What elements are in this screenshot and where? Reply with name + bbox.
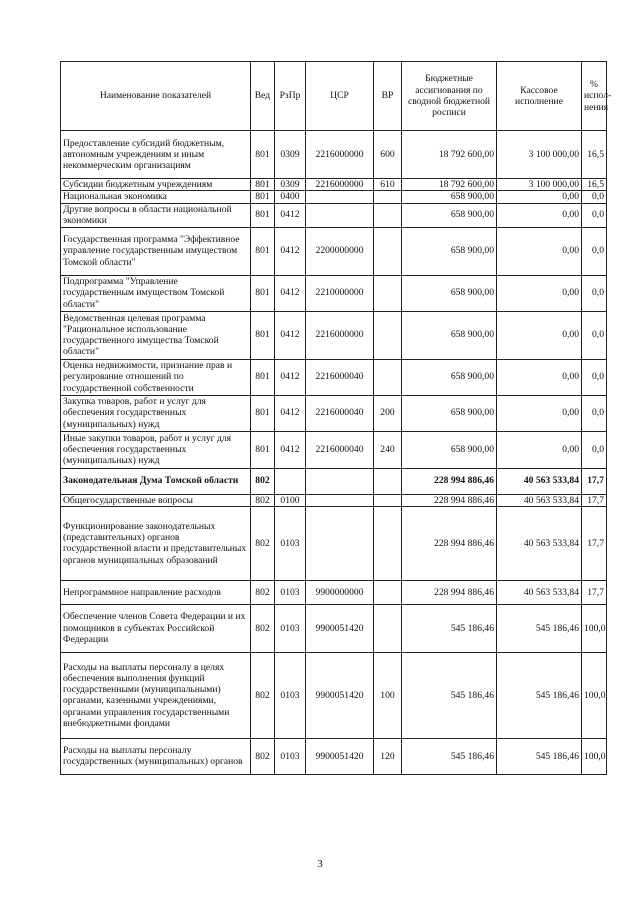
row-ved: 801 [251, 311, 275, 359]
row-pct: 100,0 [582, 604, 607, 652]
row-budget: 545 186,46 [402, 604, 497, 652]
row-ved: 801 [251, 359, 275, 395]
row-name: Национальная экономика [61, 191, 251, 203]
table-row [61, 311, 607, 359]
row-budget: 228 994 886,46 [402, 506, 497, 580]
row-ved: 801 [251, 191, 275, 203]
row-pct: 100,0 [582, 738, 607, 774]
row-budget: 18 792 600,00 [402, 179, 497, 191]
row-cash: 3 100 000,00 [497, 131, 582, 179]
row-ved: 802 [251, 506, 275, 580]
row-rzpr: 0400 [275, 191, 306, 203]
row-ved: 802 [251, 468, 275, 494]
row-csr: 2216000040 [306, 359, 374, 395]
row-csr: 9900000000 [306, 580, 374, 604]
row-name: Ведомственная целевая программа "Рациональное использование государственного имущества Томской области" [61, 311, 251, 359]
header-budget: Бюджетные ассигнования по сводной бюджетной росписи [402, 62, 497, 131]
row-rzpr: 0103 [275, 652, 306, 738]
row-vr [374, 359, 402, 395]
row-vr [374, 203, 402, 227]
row-budget: 658 900,00 [402, 275, 497, 311]
row-vr: 600 [374, 131, 402, 179]
header-name: Наименование показателей [61, 62, 251, 131]
row-vr [374, 494, 402, 506]
row-name: Оценка недвижимости, признание прав и регулирование отношений по государственной собственности [61, 359, 251, 395]
row-csr: 2216000040 [306, 395, 374, 431]
row-cash: 545 186,46 [497, 738, 582, 774]
row-pct: 0,0 [582, 191, 607, 203]
row-ved: 801 [251, 131, 275, 179]
row-cash: 0,00 [497, 431, 582, 468]
table-row [61, 468, 607, 494]
row-rzpr: 0103 [275, 506, 306, 580]
row-cash: 40 563 533,84 [497, 580, 582, 604]
row-cash: 545 186,46 [497, 604, 582, 652]
row-pct: 0,0 [582, 203, 607, 227]
row-budget: 658 900,00 [402, 359, 497, 395]
row-vr: 120 [374, 738, 402, 774]
row-budget: 658 900,00 [402, 395, 497, 431]
row-csr: 2216000000 [306, 179, 374, 191]
row-ved: 801 [251, 275, 275, 311]
row-pct: 0,0 [582, 311, 607, 359]
table-row [61, 395, 607, 431]
row-name: Закупка товаров, работ и услуг для обеспечения государственных (муниципальных) нужд [61, 395, 251, 431]
row-rzpr: 0412 [275, 359, 306, 395]
row-csr: 2216000040 [306, 431, 374, 468]
row-csr: 2200000000 [306, 227, 374, 275]
page-number: 3 [317, 858, 323, 870]
row-vr [374, 468, 402, 494]
row-budget: 228 994 886,46 [402, 468, 497, 494]
row-name: Расходы на выплаты персоналу в целях обеспечения выполнения функций государственными (муниципальными) органами, казенными учреждениями, органами управления государственными внебюджетными фондами [61, 652, 251, 738]
row-budget: 228 994 886,46 [402, 580, 497, 604]
row-name: Обеспечение членов Совета Федерации и их помощников в субъектах Российской Федерации [61, 604, 251, 652]
row-cash: 40 563 533,84 [497, 468, 582, 494]
table-row [61, 580, 607, 604]
header-cash: Кассовое исполнение [497, 62, 582, 131]
row-budget: 18 792 600,00 [402, 131, 497, 179]
row-csr: 2216000000 [306, 131, 374, 179]
row-ved: 801 [251, 203, 275, 227]
row-rzpr: 0309 [275, 179, 306, 191]
row-pct: 17,7 [582, 580, 607, 604]
row-name: Субсидии бюджетным учреждениям [61, 179, 251, 191]
table-row [61, 275, 607, 311]
row-rzpr: 0412 [275, 275, 306, 311]
row-csr [306, 191, 374, 203]
row-ved: 801 [251, 395, 275, 431]
row-budget: 545 186,46 [402, 738, 497, 774]
row-cash: 0,00 [497, 203, 582, 227]
row-name: Подпрограмма "Управление государственным имуществом Томской области" [61, 275, 251, 311]
row-ved: 802 [251, 738, 275, 774]
header-row [61, 62, 607, 131]
row-ved: 801 [251, 179, 275, 191]
table-row [61, 191, 607, 203]
row-rzpr: 0103 [275, 604, 306, 652]
row-cash: 545 186,46 [497, 652, 582, 738]
table-row [61, 431, 607, 468]
table-row [61, 179, 607, 191]
budget-table [60, 61, 612, 775]
row-csr: 2216000000 [306, 311, 374, 359]
row-pct: 17,7 [582, 468, 607, 494]
row-pct: 16,5 [582, 131, 607, 179]
row-vr: 200 [374, 395, 402, 431]
row-rzpr [275, 468, 306, 494]
row-budget: 658 900,00 [402, 203, 497, 227]
row-ved: 802 [251, 494, 275, 506]
row-cash: 0,00 [497, 395, 582, 431]
row-csr [306, 203, 374, 227]
row-rzpr: 0309 [275, 131, 306, 179]
row-vr: 240 [374, 431, 402, 468]
row-ved: 802 [251, 652, 275, 738]
row-ved: 801 [251, 227, 275, 275]
row-name: Общегосударственные вопросы [61, 494, 251, 506]
row-vr [374, 191, 402, 203]
row-budget: 228 994 886,46 [402, 494, 497, 506]
table-row [61, 604, 607, 652]
row-pct: 0,0 [582, 275, 607, 311]
row-pct: 0,0 [582, 227, 607, 275]
row-csr: 9900051420 [306, 652, 374, 738]
row-pct: 0,0 [582, 395, 607, 431]
header-rzpr: РзПр [275, 62, 306, 131]
row-name: Непрограммное направление расходов [61, 580, 251, 604]
row-pct: 16,5 [582, 179, 607, 191]
row-name: Законодательная Дума Томской области [61, 468, 251, 494]
row-budget: 658 900,00 [402, 431, 497, 468]
row-csr: 2210000000 [306, 275, 374, 311]
row-csr: 9900051420 [306, 604, 374, 652]
table-row [61, 738, 607, 774]
table-body [61, 131, 607, 775]
row-rzpr: 0412 [275, 431, 306, 468]
row-csr [306, 506, 374, 580]
table-row [61, 227, 607, 275]
row-vr [374, 275, 402, 311]
row-rzpr: 0412 [275, 311, 306, 359]
row-cash: 0,00 [497, 311, 582, 359]
row-budget: 658 900,00 [402, 311, 497, 359]
row-pct: 17,7 [582, 506, 607, 580]
row-rzpr: 0103 [275, 738, 306, 774]
table-row [61, 494, 607, 506]
row-ved: 802 [251, 604, 275, 652]
row-cash: 0,00 [497, 275, 582, 311]
row-vr [374, 604, 402, 652]
row-pct: 0,0 [582, 359, 607, 395]
row-name: Предоставление субсидий бюджетным, автономным учреждениям и иным некоммерческим организациям [61, 131, 251, 179]
row-ved: 801 [251, 431, 275, 468]
row-name: Расходы на выплаты персоналу государственных (муниципальных) органов [61, 738, 251, 774]
row-rzpr: 0412 [275, 395, 306, 431]
row-rzpr: 0412 [275, 203, 306, 227]
row-pct: 17,7 [582, 494, 607, 506]
row-csr [306, 494, 374, 506]
row-vr [374, 311, 402, 359]
row-name: Государственная программа "Эффективное управление государственным имуществом Томской области" [61, 227, 251, 275]
row-name: Иные закупки товаров, работ и услуг для обеспечения государственных (муниципальных) нужд [61, 431, 251, 468]
row-cash: 0,00 [497, 191, 582, 203]
row-rzpr: 0412 [275, 227, 306, 275]
row-cash: 3 100 000,00 [497, 179, 582, 191]
row-budget: 658 900,00 [402, 227, 497, 275]
row-csr [306, 468, 374, 494]
table-row [61, 506, 607, 580]
row-rzpr: 0103 [275, 580, 306, 604]
header-csr: ЦСР [306, 62, 374, 131]
row-vr: 100 [374, 652, 402, 738]
table-row [61, 359, 607, 395]
row-pct: 0,0 [582, 431, 607, 468]
row-budget: 658 900,00 [402, 191, 497, 203]
row-ved: 802 [251, 580, 275, 604]
header-pct: % испол-нения [582, 62, 607, 131]
table-row [61, 203, 607, 227]
row-cash: 40 563 533,84 [497, 494, 582, 506]
row-pct: 100,0 [582, 652, 607, 738]
row-rzpr: 0100 [275, 494, 306, 506]
row-vr: 610 [374, 179, 402, 191]
row-vr [374, 580, 402, 604]
table-row [61, 652, 607, 738]
header-vr: ВР [374, 62, 402, 131]
row-cash: 0,00 [497, 359, 582, 395]
row-vr [374, 506, 402, 580]
row-budget: 545 186,46 [402, 652, 497, 738]
row-cash: 0,00 [497, 227, 582, 275]
row-vr [374, 227, 402, 275]
table-row [61, 131, 607, 179]
row-name: Другие вопросы в области национальной экономики [61, 203, 251, 227]
header-ved: Вед [251, 62, 275, 131]
row-csr: 9900051420 [306, 738, 374, 774]
row-name: Функционирование законодательных (представительных) органов государственной власти и представительных органов муниципальных образований [61, 506, 251, 580]
row-cash: 40 563 533,84 [497, 506, 582, 580]
